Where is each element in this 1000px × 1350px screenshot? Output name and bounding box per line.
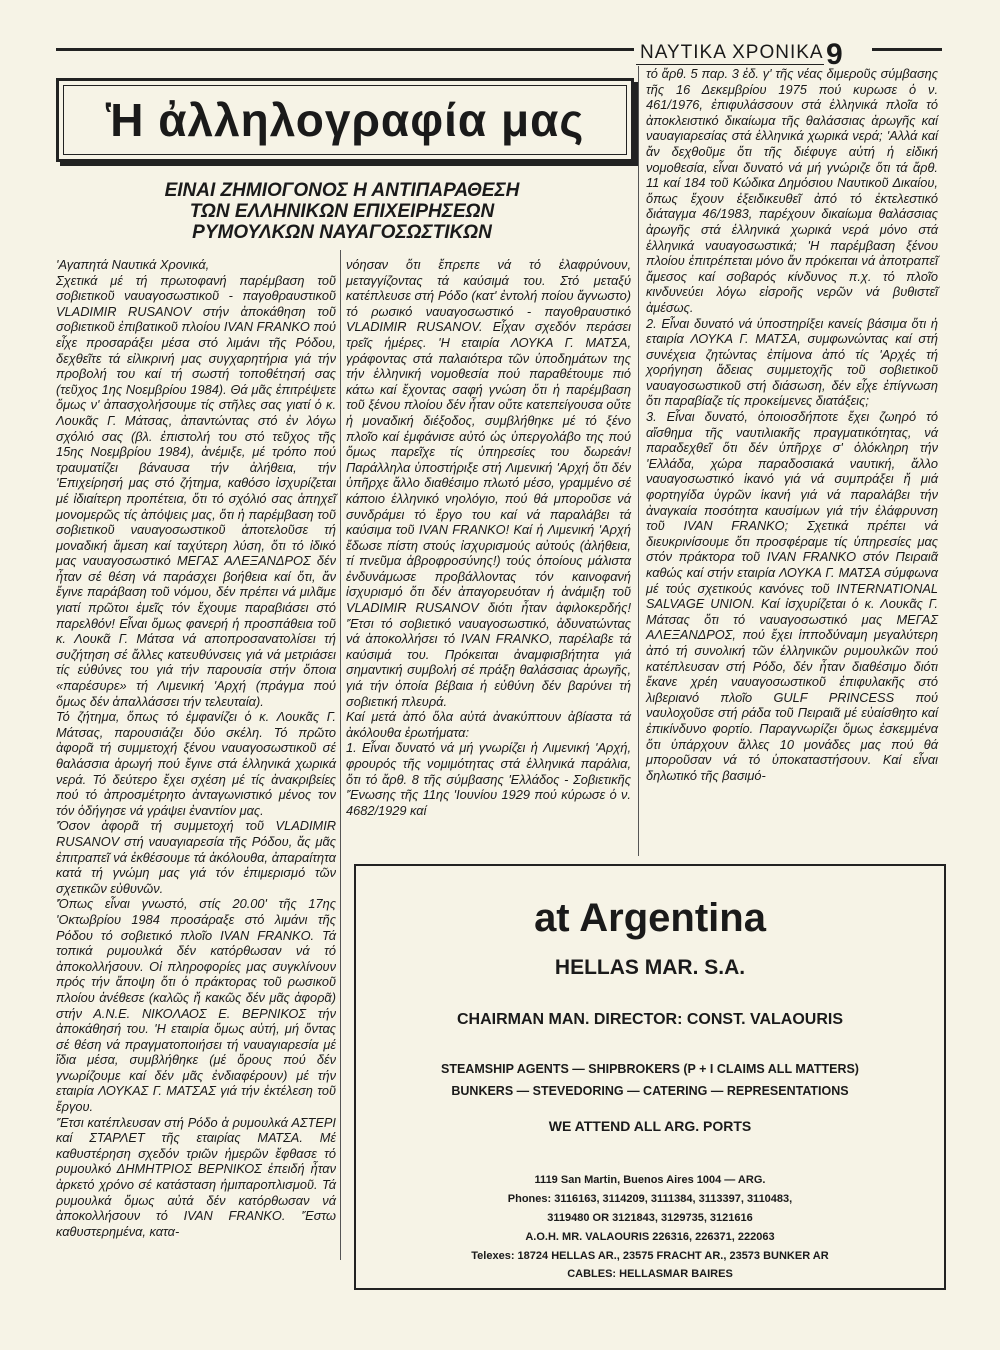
header-rule-right [872, 48, 942, 51]
ad-attend-ports: WE ATTEND ALL ARG. PORTS [548, 1118, 752, 1134]
ad-cables: CABLES: HELLASMAR BAIRES [567, 1268, 733, 1280]
advertisement-box [354, 864, 946, 1290]
article-column-2: νόησαν ὅτι ἔπρεπε νά τό ἐλαφρύνουν, μεταγγίζοντας τά καύσιμά του. Στό μεταξύ κατέπλευσε στή Ρόδο (κατ' ἐντολή ποίου ἄγνωστο) τό ρωσικό ναυαγοσωστικό - παγοθραυστικό VLADIMIR RUSANOV. Εἶχαν σχεδόν περάσει τρεῖς ἡμέρες. 'Η εταιρία ΛΟΥΚΑ Γ. ΜΑΤΣΑ, γράφοντας στά παλαιότερα τῶν ὑποδημάτων της τήν ἑλληνική νομοθεσία πού παραθέτουμε πιό κάτω καί ἔχοντας σαφή γνώση ὅτι ἡ παρέμβαση τοῦ ξένου πλοίου δέν ἦταν οὔτε κατεπείγουσα οὔτε ἡ μοναδική διέξοδος, συμβλήθηκε μέ τό ξένο πλοῖο καί ἐμφάνισε αὐτό ὡς ὑπεργολάβο της πού ὅμως παρεῖχε τίς ὑπηρεσίες του δωρεάν! Παράλληλα ὑποστήριξε στή Λιμενική 'Αρχή ὅτι δέν ὑπῆρχε ἄλλο διαθέσιμο πλωτό μέσο, γραμμένο σέ κάποιο ἑλληνικό νηολόγιο, πού θά μποροῦσε νά συνδράμει τό ἔργο του καί νά παραλάβει τά καύσιμα τοῦ IVAN FRANKO! Καί ἡ Λιμενική 'Αρχή ἔδωσε πίστη στούς ἰσχυρισμούς αὐτούς (ἀλήθεια, τί πνεῦμα ἀβροφροσύνης!) τούς ὁποίους μάλιστα ἐνδυνάμωσε προβάλλοντας τόν καινοφανή ἰσχυρισμό ὅτι δέν ἀπαγορευόταν ἡ ἀνάμιξη τοῦ VLADIMIR RUSANOV διότι ἦταν ἀφιλοκερδής! 'Έτσι τό σοβιετικό ναυαγοσωστικό, ἀδυνατώντας νά ἀποκολλήσει τό IVAN FRANKO, παρέλαβε τά καύσιμά του. Πρόκειται ἀναμφισβήτητα γιά σημαντική συμβολή σέ πράξη θαλάσσιας ἀρωγῆς, γιά τήν ὁποία βέβαια ἡ εὐθύνη δέν βαρύνει τή σοβιετική πλευρά. Καί μετά ἀπό ὅλα αὐτά ἀνακύπτουν ἀβίαστα τά ἀκόλουθα ἐρωτήματα: 1. Εἶναι δυνατό νά μή γνωρίζει ἡ Λιμενική 'Αρχή, φρουρός τῆς νομιμότητας στά ἑλληνικά παράλια, ὅτι τό ἄρθ. 8 τῆς σύμβασης 'Ελλάδος - Σοβιετικῆς 'Ένωσης τῆς 11ης 'Ιουνίου 1929 πού κύρωσε ὁ ν. 4682/1929 καί [346, 257, 631, 818]
section-title: Ἡ ἀλληλογραφία μας [105, 94, 585, 146]
header-rule-left [56, 48, 634, 51]
headline-line-3: ΡΥΜΟΥΛΚΩΝ ΝΑΥΑΓΟΣΩΣΤΙΚΩΝ [192, 222, 492, 243]
article-column-1: 'Αγαπητά Ναυτικά Χρονικά, Σχετικά μέ τή πρωτοφανή παρέμβαση τοῦ σοβιετικοῦ ναυαγοσωστικοῦ - παγοθραυστικοῦ VLADIMIR RUSANOV στήν ἀποκάθηση τοῦ σοβιετικοῦ ἐπιβατικοῦ πλοίου IVAN FRANKO πού εἶχε προσαράξει μέσα στό λιμάνι τῆς Ρόδου, δεχθεῖτε τά εἰλικρινή μας συγχαρητήρια γιά τήν προβολή του καί τή σωστή τοποθέτησή σας (τεῦχος 1ης Νοεμβρίου 1984). Θά μᾶς ἐπιτρέψετε ὅμως ν' ἀπασχολήσουμε τίς στῆλες σας γιατί ὁ κ. Λουκᾶς Γ. Μάτσας, ἀπαντώντας στό ἐν λόγω σχόλιό σας (βλ. ἐπιστολή του στό τεῦχος τῆς 15ης Νοεμβρίου 1984), ἀνέμιξε, μέ τρόπο πού τραυματίζει βάναυσα τήν ἀλήθεια, τήν 'Επιχείρησή μας στό ζήτημα, καθόσο ἰσχυρίζεται μέ ἰδιαίτερη προπέτεια, ὅτι τό σχόλιό σας ἀπηχεῖ μονομερῶς τίς ἀπόψεις μας, ὅτι ἡ παρέμβαση τοῦ σοβιετικοῦ ναυαγοσωστικοῦ ἀποτελοῦσε τή μοναδική ἄμεση καί ταχύτερη λύση, ὅτι τό ἰδικό μας ναυαγοσωστικό ΜΕΓΑΣ ΑΛΕΞΑΝΔΡΟΣ δέν ἦταν σέ θέση νά παράσχει βοήθεια καί ὅτι, ἄν ἔγινε παράβαση τοῦ νόμου, δέν πρέπει νά μιλᾶμε γιατί πρῶτοι ἐμεῖς τόν ἔχουμε παραβιάσει στό παρελθόν! Εἶναι ὅμως φανερή ἡ προσπάθεια τοῦ κ. Λουκᾶ Γ. Μάτσα νά αποπροσανατολίσει τή συζήτηση σέ ἄλλες κατευθύνσεις γιά νά μετριάσει τίς εὐθύνες του γιά τήν παρουσία στήν ὅποια «παρέσυρε» τή Λιμενική 'Αρχή (πράγμα πού ὅμως δέν ἀπαλλάσσει τήν τελευταία). Τό ζήτημα, ὅπως τό ἐμφανίζει ὁ κ. Λουκᾶς Γ. Μάτσας, παρουσιάζει δύο σκέλη. Τό πρῶτο ἀφορᾶ τή συμμετοχή ξένου ναυαγοσωστικοῦ σέ θαλάσσια ἀρωγή πού ἔγινε στά ἑλληνικά χωρικά νερά. Τό δεύτερο ἔχει σχέση μέ τίς ἀνακριβείες πού τό ἀπροσμέτρητο ἀνταγωνιστικό μένος τον τόν ὁδήγησε νά γράψει ἐναντίον μας. 'Όσον ἀφορᾶ τή συμμετοχή τοῦ VLADIMIR RUSANOV στή ναυαγιαρεσία τῆς Ρόδου, ἄς μᾶς ἐπιτραπεῖ νά ἐκθέσουμε τά ἀκόλουθα, ἀπαραίτητα κατά τή γνώμη μας γιά τόν ἐπιμερισμό τῶν σχετικῶν εὐθυνῶν. 'Όπως εἶναι γνωστό, στίς 20.00' τῆς 17ης 'Οκτωβρίου 1984 προσάραξε στό λιμάνι τῆς Ρόδου τό σοβιετικό πλοῖο IVAN FRANKO. Τά τοπικά ρυμουλκά δέν κατόρθωσαν νά τό ἀποκολλήσουν. Οἱ πληροφορίες μας συγκλίνουν πρός τήν ἄποψη ὅτι ὁ πράκτορας τοῦ ρωσικοῦ πλοίου ἀνέθεσε (καλῶς ἤ κακῶς δέν μᾶς ἀφορᾶ) στήν Α.Ν.Ε. ΝΙΚΟΛΑΟΣ Ε. ΒΕΡΝΙΚΟΣ τήν ἀποκάθησή του. 'Η εταιρία ὅμως αὐτή, μή ὄντας σέ θέση νά πραγματοποιήσει τή ναυαγιαρεσία μέ ἴδια μέσα, συμβλήθηκε (μέ ὅρους πού δέν γνωρίζουμε καί δέν μᾶς ἐνδιαφέρουν) μέ τήν εταιρία ΛΟΥΚΑΣ Γ. ΜΑΤΣΑΣ γιά τήν ἐκτέλεση τοῦ ἔργου. 'Έτσι κατέπλευσαν στή Ρόδο ἀ ρυμουλκά ΑΣΤΕΡΙ καί ΣΤΑΡΛΕΤ τῆς εταιρίας ΜΑΤΣΑ. Μέ καθυστέρηση σχεδόν τριῶν ἡμερῶν ἔφθασε τό ρυμουλκό ΔΗΜΗΤΡΙΟΣ ΒΕΡΝΙΚΟΣ ἐπειδή ἦταν ἀρκετό χρόνο σέ κατάσταση ἡμιπαροπλισμοῦ. Τά ρυμουλκά ὅμως αὐτά δέν κατόρθωσαν νά ἀποκολλήσουν τό IVAN FRANKO. 'Έστω καθυστερημένα, κατα- [56, 257, 336, 1239]
ad-chairman: CHAIRMAN MAN. DIRECTOR: CONST. VALAOURIS [456, 1011, 844, 1028]
headline-line-1: ΕΙΝΑΙ ΖΗΜΙΟΓΟΝΟΣ Η ΑΝΤΙΠΑΡΑΘΕΣΗ [164, 180, 520, 201]
ad-services-line-2: BUNKERS — STEVEDORING — CATERING — REPRESENTATIONS [451, 1084, 849, 1098]
headline-line-2: ΤΩΝ ΕΛΛΗΝΙΚΩΝ ΕΠΙΧΕΙΡΗΣΕΩΝ [189, 201, 495, 222]
ad-services-line-1: STEAMSHIP AGENTS — SHIPBROKERS (P + I CLAIMS ALL MATTERS) [441, 1062, 859, 1076]
column-divider-left [340, 250, 341, 1260]
article-headline [56, 180, 628, 243]
column-divider-right [638, 66, 639, 856]
ad-address: 1119 San Martin, Buenos Aires 1004 — ARG. [534, 1174, 766, 1186]
page-number: 9 [826, 38, 843, 71]
ad-company-name: HELLAS MAR. S.A. [554, 956, 746, 979]
ad-brand: at Argentina [534, 896, 766, 940]
header-underline [636, 64, 824, 65]
ad-phones-line-1: Phones: 3116163, 3114209, 3111384, 3113397, 3110483, [507, 1193, 793, 1205]
section-title-box [56, 78, 634, 162]
article-column-3: τό ἄρθ. 5 παρ. 3 ἐδ. γ' τῆς νέας διμεροῦς σύμβασης τῆς 16 Δεκεμβρίου 1975 πού κυρωσε ὁ ν. 461/1976, ἐπιφυλάσσουν στά ἑλληνικά πλοῖα τό ἀποκλειστικό δικαίωμα τῆς θαλάσσιας ἀρωγῆς καί ναυαγιαρεσίας στά ἑλληνικά χωρικά νερά; 'Αλλά καί ἄν δεχθοῦμε ὅτι τῆς διέφυγε αὐτή ἡ εἰδική νομοθεσία, εἶναι δυνατό νά μή γνώριζε ὅτι τά ἄρθ. 11 καί 184 τοῦ Κώδικα Δημόσιου Ναυτικοῦ Δικαίου, ὅπως ἔχουν ἐξειδικευθεῖ ἀπό τό ἐκτελεστικό διάταγμα 46/1983, παρέχουν δικαίωμα θαλάσσιας ἀρωγῆς στά ἑλληνικά χωρικά νερά μόνο στά ἑλληνικά ναυαγοσωστικά; 'Η παρέμβαση ξένου πλοίου ἐπιτρέπεται μόνο ἄν πρόκειται νά ἀποτραπεῖ ἄμεσος καί σοβαρός κίνδυνος π.χ. τό πλοῖο κινδυνεύει λόγω εἰσροῆς νερῶν νά βυθιστεῖ ἀμέσως. 2. Εἶναι δυνατό νά ὑποστηρίξει κανείς βάσιμα ὅτι ἡ εταιρία ΛΟΥΚΑ Γ. ΜΑΤΣΑ, συμφωνώντας καί στή συνέχεια ζητώντας ἐπίμονα ἀπό τίς 'Αρχές τή χορήγηση ἄδειας συμμετοχῆς τοῦ σοβιετικοῦ ναυαγοσωστικοῦ στή διάσωση, δέν εἶχε ἐπίγνωση ὅτι παραβίαζε τίς προκείμενες διατάξεις; 3. Εἶναι δυνατό, ὁποιοσδήποτε ἔχει ζωηρό τό αἴσθημα τῆς ναυτιλιακῆς πραγματικότητας, νά παραδεχθεῖ ὅτι δέν ὑπῆρχε σ' ὁλόκληρη τήν 'Ελλάδα, χώρα παραδοσιακά ναυτική, ἄλλο ναυαγοσωστικό ἱκανό γιά νά συμπράξει ἤ μιά φορτηγίδα ὑγρῶν ἱκανή γιά νά παραλάβει τήν ἀναγκαία ποσότητα καυσίμων γιά τήν ἐλάφρυνση τοῦ IVAN FRANKO; Σχετικά πρέπει νά διευκρινίσουμε ὅτι προσφέραμε τίς ὑπηρεσίες μας στόν πράκτορα τοῦ IVAN FRANKO στόν Πειραιᾶ καθώς καί στήν εταιρία ΛΟΥΚΑ Γ. ΜΑΤΣΑ σύμφωνα μέ τούς σχετικούς κανόνες τοῦ INTERNATIONAL SALVAGE UNION. Καί ἰσχυρίζεται ὁ κ. Λουκᾶς Γ. Μάτσας ὅτι τό ναυαγοσωστικό μας ΜΕΓΑΣ ΑΛΕΞΑΝΔΡΟΣ, πού ἔχει ἱπποδύναμη μεγαλύτερη ἀπό τή συνολική τῶν ἑλληνικῶν ρυμουλκῶν πού κατέπλευσαν στή Ρόδο, δέν ἦταν διαθέσιμο διότι ἔκανε χρέη ναυαγοσωστικοῦ ἐπιφυλακῆς στό λιβεριανό πλοῖο GULF PRINCESS πού ναυλοχοῦσε στή ράδα τοῦ Πειραιᾶ μέ εὐαίσθητο καί ἐπικίνδυνο φορτίο. Παραγνωρίζει ὅμως ἐσκεμμένα ὅτι ὑπάρχουν ἄλλες 10 μονάδες μας πού θά μποροῦσαν νά τό ὑποκαταστήσουν. Καί εἶναι δηλωτικό τῆς βασιμό- [646, 66, 938, 783]
ad-aoh: A.O.H. MR. VALAOURIS 226316, 226371, 222063 [525, 1231, 775, 1243]
publication-name: ΝΑΥΤΙΚΑ ΧΡΟΝΙΚΑ [640, 42, 824, 63]
ad-telexes: Telexes: 18724 HELLAS AR., 23575 FRACHT AR., 23573 BUNKER AR [471, 1250, 829, 1262]
ad-phones-line-2: 3119480 OR 3121843, 3129735, 3121616 [547, 1212, 753, 1224]
